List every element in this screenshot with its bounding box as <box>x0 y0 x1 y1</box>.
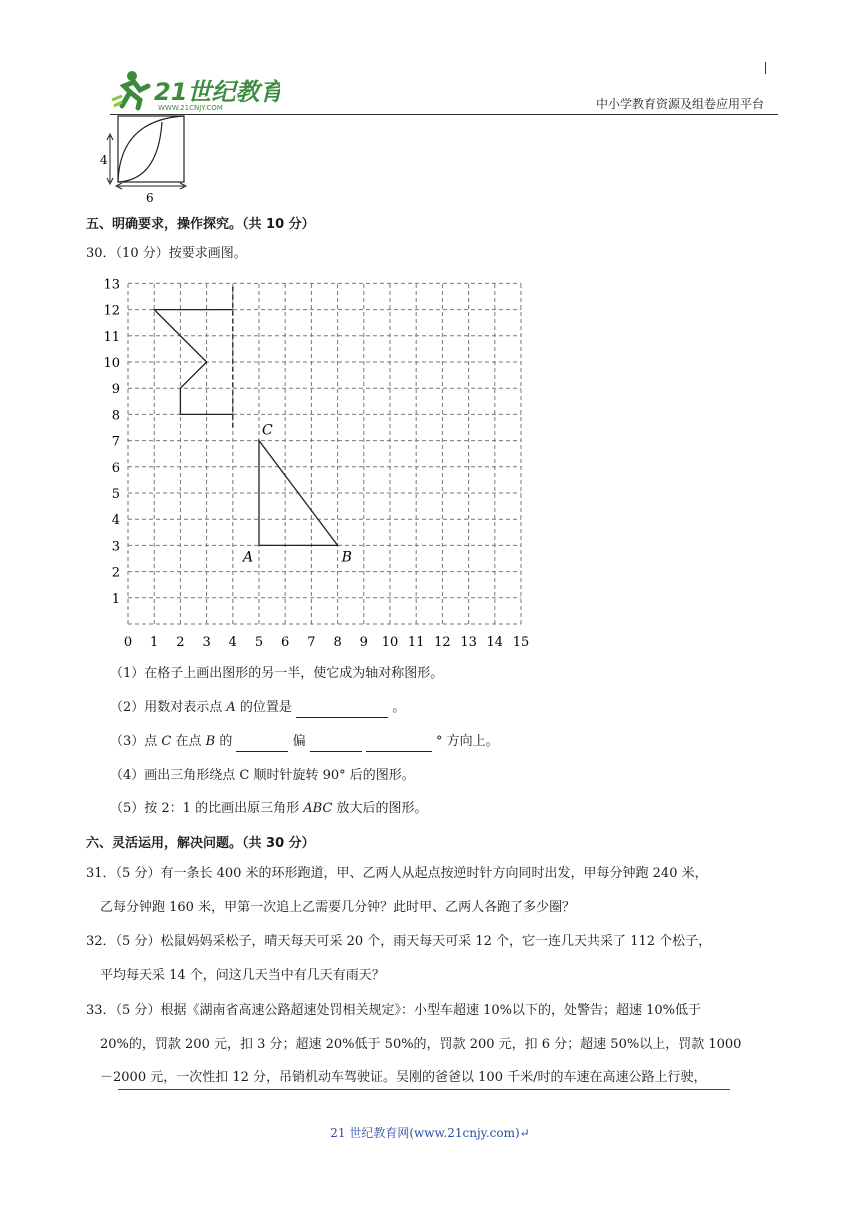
x-tick-label: 1 <box>150 635 159 650</box>
platform-name: 中小学教育资源及组卷应用平台 <box>595 97 764 111</box>
x-tick-label: 12 <box>434 635 451 650</box>
runner-logo-icon <box>110 66 280 112</box>
footer-rule <box>118 1089 730 1090</box>
x-tick-label: 3 <box>202 635 211 650</box>
logo <box>110 66 280 112</box>
y-tick-label: 8 <box>111 408 120 424</box>
answer-blank-direction2[interactable] <box>310 737 362 752</box>
q31-line1: 31．（5 分）有一条长 400 米的环形跑道，甲、乙两人从起点按逆时针方向同时出发，甲每分钟跑 240 米， <box>86 866 708 881</box>
y-tick-label: 13 <box>103 277 120 293</box>
x-tick-label: 14 <box>486 635 504 650</box>
x-tick-label: 2 <box>176 635 185 650</box>
coordinate-grid <box>88 272 538 652</box>
x-tick-label: 10 <box>381 635 399 650</box>
y-tick-label: 7 <box>111 434 120 450</box>
x-tick-label: 11 <box>407 635 425 650</box>
answer-blank-a[interactable] <box>296 703 388 718</box>
width-label: 6 <box>146 191 154 205</box>
top-figure <box>96 112 196 208</box>
x-tick-label: 15 <box>512 635 530 650</box>
y-tick-label: 12 <box>103 303 120 319</box>
q30-sub3: （3）点 C 在点 B 的 偏 ° 方向上。 <box>110 732 499 752</box>
point-label-b: B <box>341 549 352 566</box>
y-tick-label: 3 <box>111 539 120 555</box>
q33-line1: 33．（5 分）根据《湖南省高速公路超速处罚相关规定》：小型车超速 10%以下的，处警告；超速 10%低于 <box>86 1003 701 1018</box>
point-label-a: A <box>243 549 254 566</box>
header-tick <box>765 62 766 74</box>
y-tick-label: 11 <box>103 329 120 345</box>
x-tick-label: 7 <box>307 635 316 650</box>
section5-title: 五、明确要求，操作探究。（共 10 分） <box>86 217 315 232</box>
q30-sub2: （2）用数对表示点 A 的位置是 。 <box>110 698 405 718</box>
q33-line2: 20%的，罚款 200 元，扣 3 分；超速 20%低于 50%的，罚款 200 元，扣 6 分；超速 50%以上，罚款 1000 <box>100 1037 742 1052</box>
y-tick-label: 4 <box>111 513 120 529</box>
answer-blank-direction1[interactable] <box>236 737 288 752</box>
x-tick-label: 8 <box>333 635 342 650</box>
footer-text: 21 世纪教育网(www.21cnjy.com)↵ <box>330 1126 530 1140</box>
q30-sub5: （5）按 2：1 的比画出原三角形 ABC 放大后的图形。 <box>110 801 428 816</box>
header-rule <box>110 114 778 115</box>
height-label: 4 <box>100 153 108 167</box>
x-tick-label: 13 <box>460 635 477 650</box>
q30-sub4: （4）画出三角形绕点 C 顺时针旋转 90° 后的图形。 <box>110 768 415 783</box>
y-tick-label: 6 <box>111 460 120 476</box>
x-tick-label: 6 <box>281 635 290 650</box>
q31-line2: 乙每分钟跑 160 米，甲第一次追上乙需要几分钟？此时甲、乙两人各跑了多少圈？ <box>100 900 576 915</box>
logo-url-text: WWW.21CNJY.COM <box>158 104 223 112</box>
x-tick-label: 5 <box>254 635 264 650</box>
section6-title: 六、灵活运用，解决问题。（共 30 分） <box>86 836 315 851</box>
y-tick-label: 2 <box>111 565 120 581</box>
y-tick-label: 9 <box>111 382 120 398</box>
q33-line3: －2000 元，一次性扣 12 分，吊销机动车驾驶证。吴刚的爸爸以 100 千米/时的车速在高速公路上行驶， <box>100 1070 707 1085</box>
answer-blank-angle[interactable] <box>366 737 432 752</box>
y-tick-label: 5 <box>111 487 120 502</box>
q32-line1: 32．（5 分）松鼠妈妈采松子，晴天每天可采 20 个，雨天每天可采 12 个，它一连几天共采了 112 个松子， <box>86 934 712 949</box>
point-label-c: C <box>262 422 273 439</box>
logo-main-text: 21世纪教育 <box>154 78 280 106</box>
q30-stem: 30．（10 分）按要求画图。 <box>86 246 247 261</box>
q32-line2: 平均每天采 14 个，问这几天当中有几天有雨天？ <box>100 968 385 983</box>
x-tick-label: 9 <box>359 635 368 650</box>
q30-sub1: （1）在格子上画出图形的另一半，使它成为轴对称图形。 <box>110 666 444 681</box>
x-tick-label: 4 <box>228 635 237 650</box>
x-tick-label: 0 <box>123 635 133 650</box>
y-tick-label: 1 <box>111 591 120 607</box>
y-tick-label: 10 <box>103 356 120 371</box>
